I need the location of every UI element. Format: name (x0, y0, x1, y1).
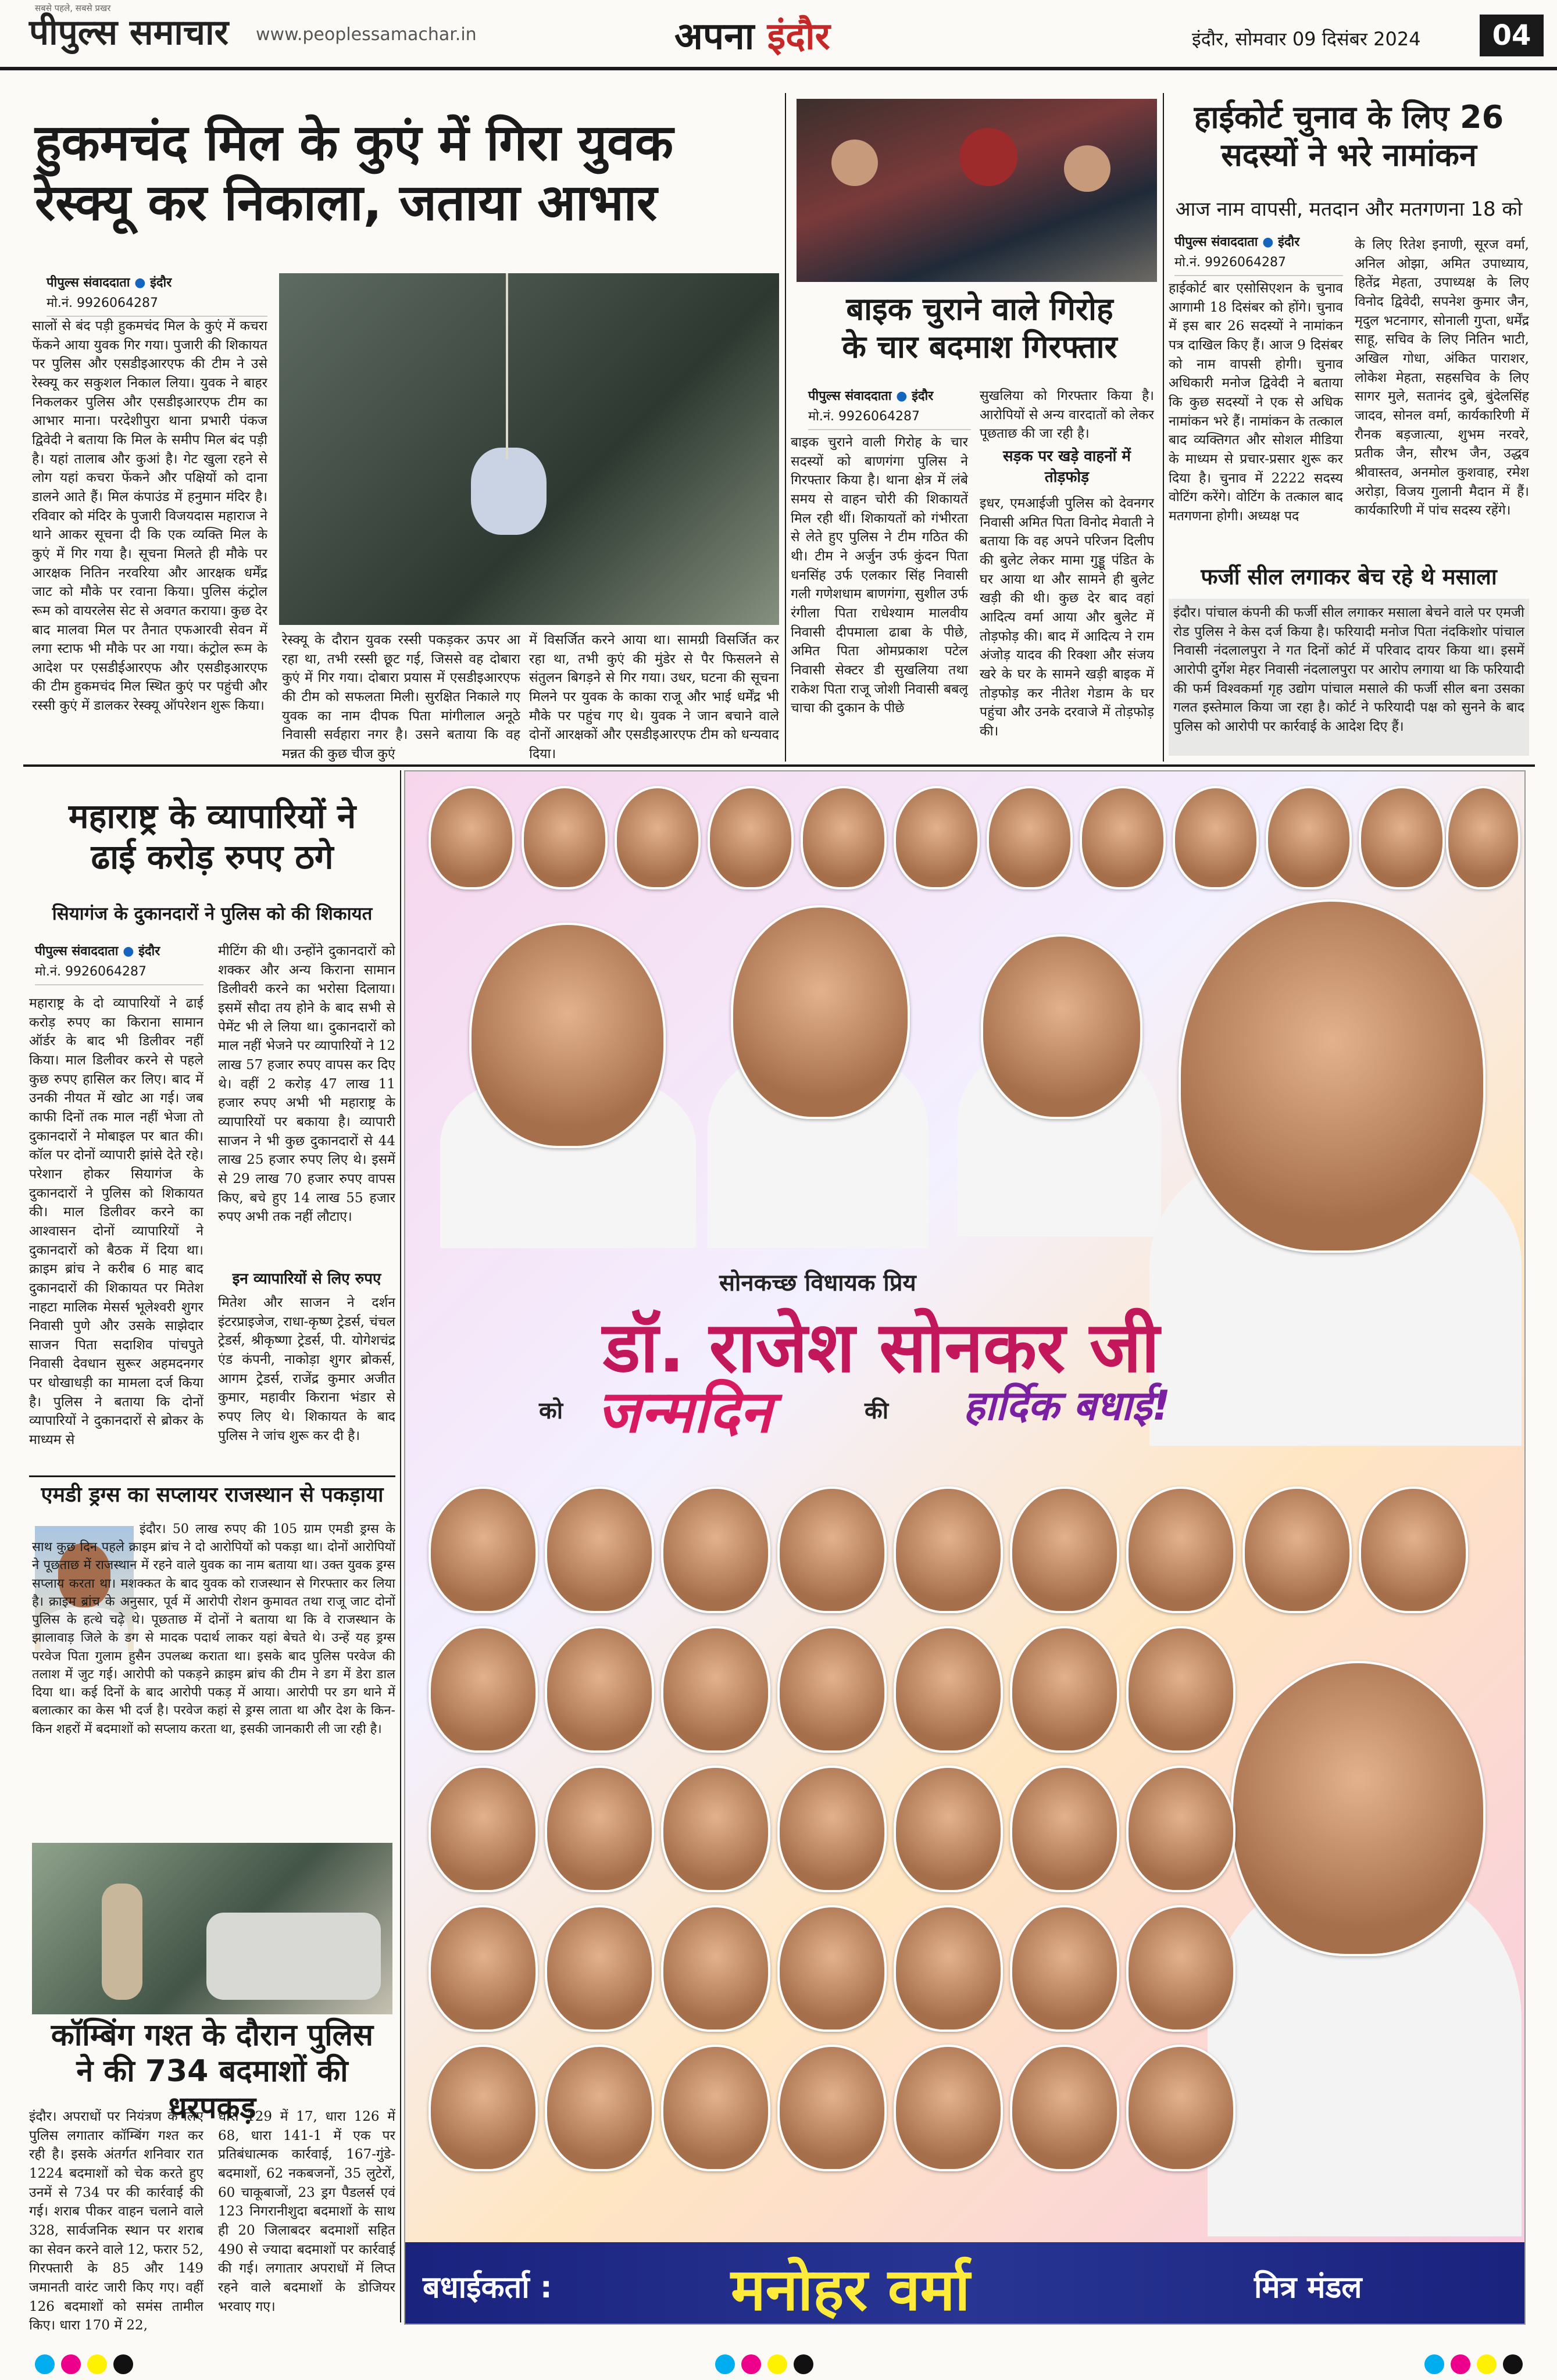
story3-headline-line1: हाईकोर्ट चुनाव के लिए 26 (1194, 99, 1504, 135)
ad-supporter-portrait (428, 2045, 538, 2171)
story3-byline-place: इंदौर (1278, 235, 1300, 249)
ad-ko: को (539, 1398, 563, 1424)
story3-mobile: मो.नं. 9926064287 (1174, 253, 1343, 276)
story5-subhead-2: इन व्यापारियों से लिए रुपए (232, 1270, 381, 1288)
column-rule (785, 93, 786, 762)
ad-supporter-portrait (661, 1626, 770, 1753)
story2-byline-name: पीपुल्स संवाददाता (808, 389, 892, 403)
ad-portrait (987, 786, 1073, 889)
story2-headline-line1: बाइक चुराने वाले गिरोह (846, 291, 1113, 327)
ad-supporter-portrait (428, 1766, 538, 1892)
registration-mark (113, 2354, 133, 2374)
ad-portrait (1173, 786, 1259, 889)
story5-body: महाराष्ट्र के दो व्यापारियों ने ढाई करोड़ रुपए का किराना सामान ऑर्डर के बाद भी डिलीवर नहीं किया। माल डिलीवर करने से पहले कुछ रुपए हासिल कर लिए। बाद में उनकी नीयत में खोट आ गई। जब काफी दिनों तक माल नहीं भेजा तो दुकानदारों ने मोबाइल पर बात की। कॉल पर दोनों व्यापारी झांसे देते रहे। परेशान होकर सियागंज के दुकानदारों ने पुलिस को शिकायत की। माल डिलीवर करने का आश्वासन दोनों व्यापारियों ने दुकानदारों को बैठक में दिया था। क्राइम ब्रांच ने करीब 6 माह बाद दुकानदारों की शिकायत पर मितेश नाहटा मालिक मेसर्स भूलेश्वरी शुगर निवासी पुणे और उसके साझेदार साजन पिता सदाशिव पांचपुते निवासी देवधान सुरूर अहमदनगर पर धोखाधड़ी का मामला दर्ज किया है। पुलिस ने बताया कि दोनों व्यापारियों ने दुकानदारों से ब्रोकर के माध्यम से (29, 996, 203, 1448)
story5-headline (29, 796, 395, 877)
story2-mobile: मो.नं. 9926064287 (808, 407, 971, 430)
ad-supporter-portrait (661, 1766, 770, 1892)
story2-body-3: इधर, एमआईजी पुलिस को देवनगर निवासी अमित पिता विनोद मेवाती ने बताया कि वह अपने परिजन दिलीप की बुलेट लेकर मामा गुड्डू पंडित के घर आया था और सामने ही बुलेट खड़ी की थी। कुछ देर बाद वहां आदित्य वर्मा आया और बुलेट में तोड़फोड़ की। बाद में आदित्य ने राम अंजोड़ यादव की रिक्शा और संजय खरे के घर के सामने खड़ी बाइक में तोड़फोड़ कर नीतेश गेडाम के घर पहुंचा और उनके दरवाजे में तोड़फोड़ की। (980, 496, 1154, 739)
ad-portrait-large (731, 905, 910, 1119)
ad-portrait (1266, 786, 1352, 889)
story5-subhead: सियागंज के दुकानदारों ने पुलिस को की शिकायत (52, 903, 373, 924)
ad-supporter-portrait (661, 1905, 770, 2032)
story3-byline: पीपुल्स संवाददाता ● इंदौर (1174, 235, 1300, 249)
story4-headline: फर्जी सील लगाकर बेच रहे थे मसाला (1201, 564, 1497, 589)
story1-byline: पीपुल्स संवाददाता ● इंदौर (47, 276, 172, 290)
story3-body-2: के लिए रितेश इनाणी, सूरज वर्मा, अनिल ओझा, अमित उपाध्याय, हितेंद्र मेहता, उपाध्यक्ष के लिए विनोद द्विवेदी, सपनेश कुमार जैन, मृदुल भटनागर, सोनाली गुप्ता, धर्मेंद्र साहू, सचिव के लिए नितिन भाटी, अखिल गोधा, अंकित पाराशर, लोकेश मेहता, सहसचिव के लिए सागर मुले, सतानंद दुबे, बुंदेलसिंह जादव, सोनल वर्मा, कार्यकारिणी में रौनक बड़जात्या, शुभम नरवरे, प्रतीक जैन, सौरभ जैन, उद्धव श्रीवास्तव, अनमोल कुशवाह, रमेश अरोड़ा, विजय गुलानी मैदान में हैं। कार्यकारिणी में पांच सदस्य रहेंगे। (1355, 237, 1529, 519)
ad-sponsor-banner (405, 2242, 1524, 2324)
ad-supporter-portrait (1359, 1486, 1468, 1613)
story3-headline (1169, 99, 1529, 174)
story2-photo-person3 (1064, 145, 1110, 192)
story1-headline-line2: रेस्क्यू कर निकाला, जताया आभार (35, 174, 658, 233)
ad-wishes: हार्दिक बधाई! (963, 1382, 1171, 1430)
story7-photo-car (206, 1913, 381, 2000)
ad-supporter-portrait (428, 1626, 538, 1753)
section-title (674, 9, 830, 60)
story3-byline-name: पीपुल्स संवाददाता (1174, 235, 1258, 249)
ad-supporter-portrait (545, 1905, 654, 2032)
registration-mark (1451, 2354, 1470, 2374)
story7-body: इंदौर। अपराधों पर नियंत्रण के लिए पुलिस लगातार कॉम्बिंग गश्त कर रही है। इसके अंतर्गत शनिवार रात 1224 बदमाशों को चेक करते हुए उनमें से 734 पर की कार्रवाई की गई। शराब पीकर वाहन चलाने वाले 328, सार्वजनिक स्थान पर शराब का सेवन करने वाले 12, फरार 52, गिरफ्तारी के 85 और 149 जमानती वारंट जारी किए गए। वहीं 126 बदमाशों को समंस तामील किए। धारा 170 में 22, (29, 2109, 203, 2333)
story6-body: इंदौर। 50 लाख रुपए की 105 ग्राम एमडी ड्रग्स के साथ कुछ दिन पहले क्राइम ब्रांच ने दो आरोपियों को पकड़ा था। दोनों आरोपियों ने पूछताछ में राजस्थान में रहने वाले युवक का नाम बताया था। उक्त युवक ड्रग्स सप्लाय करता था। मशक्कत के बाद युवक को राजस्थान से गिरफ्तार कर लिया है। क्राइम ब्रांच के अनुसार, पूर्व में आरोपी रोशन कुमावत तथा राजू जाट दोनों पुलिस के हत्थे चढ़े थे। पूछताछ में दोनों ने बताया था कि वे राजस्थान के झालावाड़ जिले के डग से मादक पदार्थ लाकर यहां बेचते थे। उन्हें यह ड्रग्स परवेज पिता गुलाम हुसैन उपलब्ध कराता था। इसके बाद पुलिस परवेज की तलाश में जुट गई। आरोपी को पकड़ने क्राइम ब्रांच की टीम ने डग में डेरा डाल दिया था। कई दिनों के बाद आरोपी पकड़ में आया। आरोपी पर डग थाने में बलात्कार का केस भी दर्ज है। परवेज कहां से ड्रग्स लाता था और देश के किन-किन शहरों में बदमाशों को सप्लाय करता था, इसकी जानकारी ली जा रही है। (32, 1522, 395, 1736)
ad-honoree-name: डॉ. राजेश सोनकर जी (603, 1307, 1160, 1388)
ad-supporter-portrait (894, 2045, 1003, 2171)
story2-byline-place: इंदौर (912, 389, 934, 403)
story5-byline: पीपुल्स संवाददाता ● इंदौर (35, 944, 160, 959)
story5-headline-line1: महाराष्ट्र के व्यापारियों ने (68, 796, 356, 836)
ad-supporter-portrait (894, 1905, 1003, 2032)
ad-portrait (1446, 786, 1520, 889)
ad-supporter-portrait (545, 1486, 654, 1613)
story1-body-2: रेस्क्यू के दौरान युवक रस्सी पकड़कर ऊपर आ रहा था, तभी रस्सी छूट गई, जिससे वह दोबारा कुएं में गिर गया। दोबारा प्रयास में एसडीइआरएफ की टीम को सफलता मिली। सुरक्षित निकाले गए युवक का नाम दीपक पिता मांगीलाल अनूठे निवासी सर्वहारा नगर है। उसने बताया कि वह मन्नत की कुछ चीज कुएं (282, 632, 520, 762)
ad-portrait (428, 786, 515, 889)
ad-supporter-portrait (1126, 1486, 1235, 1613)
story1-photo-well-rescue (279, 273, 779, 625)
ad-ki: की (865, 1398, 889, 1424)
column-rule (400, 770, 401, 2322)
ad-supporter-portrait (894, 1626, 1003, 1753)
story2-headline (799, 291, 1160, 366)
ad-sponsor-name: मनोहर वर्मा (731, 2256, 970, 2324)
story3-body: हाईकोर्ट बार एसोसिएशन के चुनाव आगामी 18 दिसंबर को होंगे। चुनाव में इस बार 26 सदस्यों ने नामांकन पत्र दाखिल किए हैं। आज 9 दिसंबर को नाम वापसी होगी। चुनाव अधिकारी मनोज द्विवेदी ने बताया कि कुछ सदस्यों ने एक से अधिक नामांकन भरे हैं। नामांकन के तत्काल बाद व्यक्तिगत और सोशल मीडिया के माध्यम से प्रचार-प्रसार शुरू कर दिया है। चुनाव में 2222 सदस्य वोटिंग करेंगे। वोटिंग के तत्काल बाद मतगणना होगी। अध्यक्ष पद (1169, 281, 1343, 524)
ad-supporter-portrait (1010, 1766, 1119, 1892)
logo-tagline: सबसे पहले, सबसे प्रखर (35, 3, 111, 13)
story5-headline-line2: ढाई करोड़ रुपए ठगे (91, 837, 334, 877)
ad-supporter-portrait (894, 1486, 1003, 1613)
story5-mobile: मो.नं. 9926064287 (35, 962, 203, 985)
story2-byline: पीपुल्स संवाददाता ● इंदौर (808, 389, 934, 403)
story7-headline-line2: ने की 734 बदमाशों की धरपकड़ (76, 2054, 348, 2125)
page-number: 04 (1480, 15, 1544, 56)
registration-mark (1503, 2354, 1523, 2374)
ad-portrait (894, 786, 980, 889)
story3-headline-line2: सदस्यों ने भरे नामांकन (1221, 136, 1477, 173)
ad-portrait (801, 786, 887, 889)
ad-supporter-portrait (1126, 1766, 1235, 1892)
ad-supporter-portrait (777, 1905, 887, 2032)
ad-supporter-portrait (1010, 1486, 1119, 1613)
ad-supporter-portrait (1010, 1905, 1119, 2032)
ad-supporter-portrait (428, 1905, 538, 2032)
website-link[interactable]: www.peoplessamachar.in (256, 24, 477, 45)
registration-mark (794, 2354, 813, 2374)
ad-supporter-portrait (661, 2045, 770, 2171)
ad-tagline: सोनकच्छ विधायक प्रिय (719, 1270, 916, 1296)
story2-photo-person1 (831, 140, 878, 186)
ad-supporter-portrait (545, 1766, 654, 1892)
story6-headline: एमडी ड्रग्स का सप्लायर राजस्थान से पकड़ाया (41, 1483, 384, 1507)
ad-supporter-portrait (777, 1626, 887, 1753)
story5-body-2: मीटिंग की थी। उन्होंने दुकानदारों को शक्कर और अन्य किराना सामान डिलीवरी करने का भरोसा दिलाया। इसमें सौदा तय होने के बाद सभी से पेमेंट भी ले लिया था। दुकानदारों को माल नहीं भेजने पर व्यापारियों ने 12 लाख 57 हजार रुपए वापस कर दिए थे। वहीं 2 करोड़ 47 लाख 11 हजार रुपए अभी भी महाराष्ट्र के व्यापारियों पर बकाया है। व्यापारी साजन ने भी कुछ दुकानदारों से 44 लाख 25 हजार रुपए लिए थे। इसमें से 29 लाख 70 हजार रुपए वापस किए, बचे हुए 14 लाख 55 हजार रुपए अभी तक नहीं लौटाए। (218, 944, 395, 1225)
story1-body: सालों से बंद पड़ी हुकमचंद मिल के कुएं में कचरा फेंकने आया युवक गिर गया। पुजारी की शिकायत पर पुलिस और एसडीइआरएफ की टीम ने उसे रेस्क्यू कर सकुशल निकाल लिया। युवक ने बाहर निकलकर पुलिस और एसडीइआरएफ टीम का आभार माना। परदेशीपुरा थाना प्रभारी पंकज द्विवेदी ने बताया कि मिल के समीप मिल बंद पड़ी है। यहां तालाब और कुआं है। गेट खुला रहने से लोग यहां कचरा फेंकने और पक्षियों को दाना डालने आते हैं। मिल कंपाउंड में हनुमान मंदिर है। रविवार को मंदिर के पुजारी विजयदास महाराज ने थाने आकर सूचना दी कि एक व्यक्ति मिल के कुएं में गिर गया है। सूचना मिलते ही मौके पर आरक्षक नितिन नरवरिया और आरक्षक धर्मेंद्र जाट को मौके पर रवाना किया। पुलिस कंट्रोल रूम को वायरलेस सेट से अवगत कराया। कुछ देर बाद मालवा मिल पर तैनात एफआरवी सेवन में लगा स्टाफ भी मौके पर आ गया। कंट्रोल रूम के आदेश पर एसडीईआरएफ और एसडीइआरएफ की टीम हुकमचंद मिल स्थित कुएं पर पहुंची और रस्सी कुएं में डालकर रेस्क्यू ऑपरेशन शुरू किया। (32, 319, 267, 714)
registration-mark (767, 2354, 787, 2374)
registration-mark (715, 2354, 735, 2374)
ad-supporter-portrait (777, 2045, 887, 2171)
ad-portrait (1080, 786, 1166, 889)
story2-headline-line2: के चार बदमाश गिरफ्तार (842, 328, 1117, 365)
newspaper-logo: पीपुल्स समाचार (29, 12, 229, 53)
section-rule (23, 764, 1535, 767)
story2-photo-arrest (797, 99, 1157, 282)
story2-body-2: सुखलिया को गिरफ्तार किया है। आरोपियों से अन्य वारदातों को लेकर पूछताछ की जा रही है। (980, 388, 1154, 442)
ad-supporter-large-portrait (1231, 1661, 1485, 1956)
section-title-b: इंदौर (767, 15, 830, 58)
registration-mark (61, 2354, 81, 2374)
ad-supporter-portrait (1126, 1905, 1235, 2032)
registration-mark (35, 2354, 55, 2374)
story3-subhead: आज नाम वापसी, मतदान और मतगणना 18 को (1175, 198, 1523, 221)
story2-subhead: सड़क पर खड़े वाहनों में तोड़फोड़ (1003, 448, 1131, 486)
story1-byline-place: इंदौर (150, 276, 172, 290)
story4-body: इंदौर। पांचाल कंपनी की फर्जी सील लगाकर मसाला बेचने वाले पर एमजी रोड पुलिस ने केस दर्ज किया है। फरियादी मनोज पिता नंदकिशोर पांचाल निवासी नंदलालपुरा ने गत दिनों कोर्ट में परिवाद दायर किया था। इसमें आरोपी दुर्गेश मेहर निवासी नंदलालपुरा पर आरोप लगाया था कि फरियादी की फर्म विश्वकर्मा गृह उद्योग पांचाल मसाले की फर्जी सील बना उसका गलत इस्तेमाल किया जा रहा है। कोर्ट ने फरियादी पक्ष को सुनने के बाद पुलिस को आरोपी पर कार्रवाई के आदेश दिए हैं। (1169, 599, 1529, 756)
registration-mark (1477, 2354, 1497, 2374)
story7-body-2: धारा 129 में 17, धारा 126 में 68, धारा 141-1 में एक पर प्रतिबंधात्मक कार्रवाई, 167-गुंडे-बदमाशों, 62 नकबजनों, 35 लुटेरों, 60 चाकूबाजों, 23 ड्रग पैडलर्स एवं 123 निगरानीशुदा बदमाशों के साथ ही 20 जिलाबदर बदमाशों सहित 490 से ज्यादा बदमाशों पर कार्रवाई की गई। लगातार अपराधों में लिप्त रहने वाले बदमाशों के डोजियर भरवाए गए। (218, 2109, 395, 2314)
section-rule (29, 1475, 395, 1477)
ad-supporter-portrait (545, 2045, 654, 2171)
story7-headline-line1: कॉम्बिंग गश्त के दौरान पुलिस (51, 2018, 374, 2053)
ad-supporter-portrait (428, 1486, 538, 1613)
story7-photo-officer (102, 1884, 142, 2000)
story2-photo-person2 (959, 128, 1017, 186)
ad-supporter-portrait (777, 1486, 887, 1613)
ad-portrait (708, 786, 794, 889)
ad-supporter-portrait (1126, 2045, 1235, 2171)
ad-supporter-portrait (894, 1766, 1003, 1892)
ad-supporter-portrait (1010, 2045, 1119, 2171)
story1-mobile: मो.नं. 9926064287 (47, 294, 267, 317)
ad-honoree-portrait (1179, 899, 1485, 1253)
column-rule (1163, 93, 1164, 762)
story1-headline-line1: हुकमचंद मिल के कुएं में गिरा युवक (35, 114, 674, 172)
ad-portrait-large (469, 923, 666, 1148)
section-title-a: अपना (674, 15, 755, 58)
ad-supporter-portrait (545, 1626, 654, 1753)
ad-sponsor-label: बधाईकर्ता : (423, 2270, 552, 2305)
story1-photo-rope (506, 273, 508, 459)
story1-headline (35, 113, 779, 233)
ad-portrait (615, 786, 701, 889)
story5-body-3: मितेश और साजन ने दर्शन इंटरप्राइजेज, राधा-कृष्ण ट्रेडर्स, चंचल ट्रेडर्स, श्रीकृष्णा ट्रेडर्स, पी. योगेशचंद्र एंड कंपनी, नाकोड़ा शुगर ब्रोकर्स, आगम ट्रेडर्स, राजेंद्र कुमार अजीत कुमार, महावीर किराना भंडार से रुपए लिए थे। शिकायत के बाद पुलिस ने जांच शुरू कर दी है। (218, 1295, 395, 1443)
ad-sponsor-group: मित्र मंडल (1254, 2270, 1362, 2305)
ad-supporter-portrait (1126, 1626, 1235, 1753)
story1-byline-name: पीपुल्स संवाददाता (47, 276, 130, 290)
story5-byline-name: पीपुल्स संवाददाता (35, 944, 119, 959)
ad-supporter-portrait (661, 1486, 770, 1613)
ad-portrait-large (981, 934, 1142, 1119)
ad-birthday: जन्मदिन (597, 1378, 772, 1446)
registration-mark (87, 2354, 107, 2374)
birthday-advertisement (404, 770, 1526, 2325)
story2-body: बाइक चुराने वाली गिरोह के चार सदस्यों को बाणगंगा पुलिस ने गिरफ्तार किया है। थाना क्षेत्र में लंबे समय से वाहन चोरी की शिकायतें मिल रही थीं। शिकायतों को गंभीरता से लेते हुए पुलिस ने टीम गठित की थी। टीम ने अर्जुन उर्फ कुंदन पिता धनसिंह उर्फ एलकार सिंह निवासी गली गणेशधाम बाणगंगा, सुशील उर्फ रंगीला पिता राधेश्याम मालवीय निवासी दीपमाला ढाबा के पीछे, अमित पिता ओमप्रकाश पटेल निवासी सेक्टर डी सुखलिया तथा राकेश पिता राजू जोशी निवासी बबलू चाचा की दुकान के पीछे (791, 435, 968, 716)
ad-supporter-portrait (777, 1766, 887, 1892)
story5-byline-place: इंदौर (138, 944, 160, 959)
story1-photo-person (471, 448, 547, 535)
ad-portrait (1359, 786, 1445, 889)
story7-photo-combing-patrol (32, 1843, 392, 2014)
ad-supporter-portrait (1242, 1486, 1352, 1613)
story1-body-3: में विसर्जित करने आया था। सामग्री विसर्जित कर रहा था, तभी कुएं की मुंडेर से पैर फिसलने से संतुलन बिगड़ने से गिर गया। उधर, घटना की सूचना मिलने पर युवक के काका राजू और भाई धर्मेंद्र भी मौके पर पहुंच गए थे। युवक ने जान बचाने वाले दोनों आरक्षकों और एसडीइआरएफ टीम को धन्यवाद दिया। (529, 632, 779, 762)
ad-supporter-portrait (1010, 1626, 1119, 1753)
registration-mark (1424, 2354, 1444, 2374)
registration-mark (741, 2354, 761, 2374)
edition-date: इंदौर, सोमवार 09 दिसंबर 2024 (1192, 28, 1421, 50)
ad-portrait (522, 786, 608, 889)
